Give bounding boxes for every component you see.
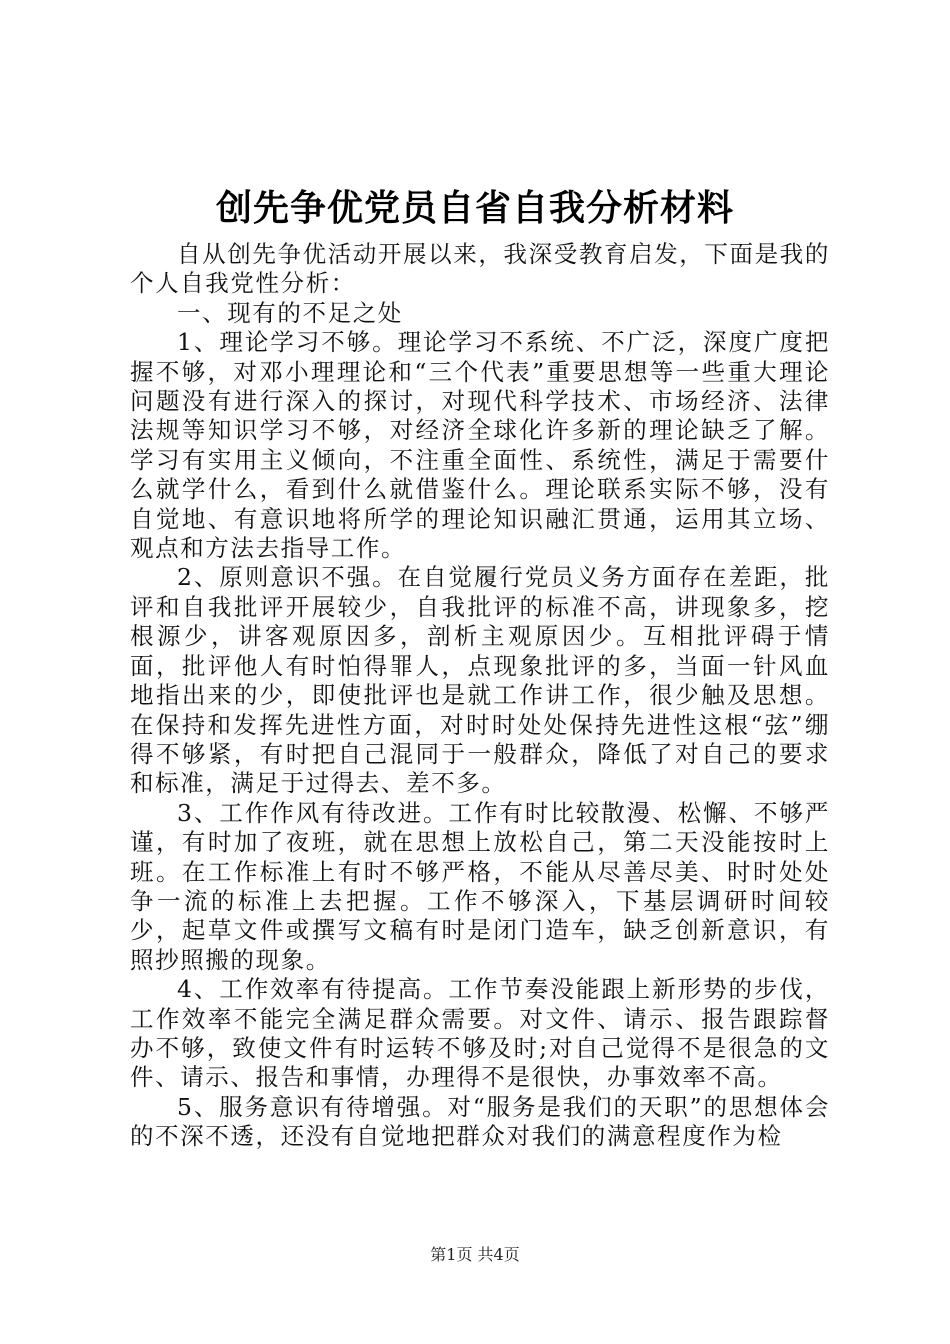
section-heading: 一、现有的不足之处 xyxy=(177,298,403,327)
document-body xyxy=(130,240,830,1152)
paragraph-item-5: 5、服务意识有待增强。对“服务是我们的天职”的思想体会的不深不透，还没有自觉地把群众对我们的满意程度作为检 xyxy=(130,1092,830,1151)
paragraph-item-4: 4、工作效率有待提高。工作节奏没能跟上新形势的步伐，工作效率不能完全满足群众需要。对文件、请示、报告跟踪督办不够，致使文件有时运转不够及时;对自己觉得不是很急的文件、请示、报告和事情，办理得不是很快，办事效率不高。 xyxy=(130,975,830,1092)
paragraph-item-3: 3、工作作风有待改进。工作有时比较散漫、松懈、不够严谨，有时加了夜班，就在思想上放松自己，第二天没能按时上班。在工作标准上有时不够严格，不能从尽善尽美、时时处处争一流的标准上去把握。工作不够深入，下基层调研时间较少，起草文件或撰写文稿有时是闭门造车，缺乏创新意识，有照抄照搬的现象。 xyxy=(130,798,830,974)
paragraph-item-1: 1、理论学习不够。理论学习不系统、不广泛，深度广度把握不够，对邓小理理论和“三个代表”重要思想等一些重大理论问题没有进行深入的探讨，对现代科学技术、市场经济、法律法规等知识学习不够，对经济全球化许多新的理论缺乏了解。学习有实用主义倾向，不注重全面性、系统性，满足于需要什么就学什么，看到什么就借鉴什么。理论联系实际不够，没有自觉地、有意识地将所学的理论知识融汇贯通，运用其立场、观点和方法去指导工作。 xyxy=(130,328,830,563)
paragraph-intro: 自从创先争优活动开展以来，我深受教育启发，下面是我的个人自我党性分析： xyxy=(130,240,830,298)
paragraph-item-2: 2、原则意识不强。在自觉履行党员义务方面存在差距，批评和自我批评开展较少，自我批评的标准不高，讲现象多，挖根源少，讲客观原因多，剖析主观原因少。互相批评碍于情面，批评他人有时怕得罪人，点现象批评的多，当面一针风血地指出来的少，即使批评也是就工作讲工作，很少触及思想。在保持和发挥先进性方面，对时时处处保持先进性这根“弦”绷得不够紧，有时把自己混同于一般群众，降低了对自己的要求和标准，满足于过得去、差不多。 xyxy=(130,563,830,798)
document-title: 创先争优党员自省自我分析材料 xyxy=(215,188,734,229)
page-footer: 第1页 共4页 xyxy=(430,1245,520,1264)
